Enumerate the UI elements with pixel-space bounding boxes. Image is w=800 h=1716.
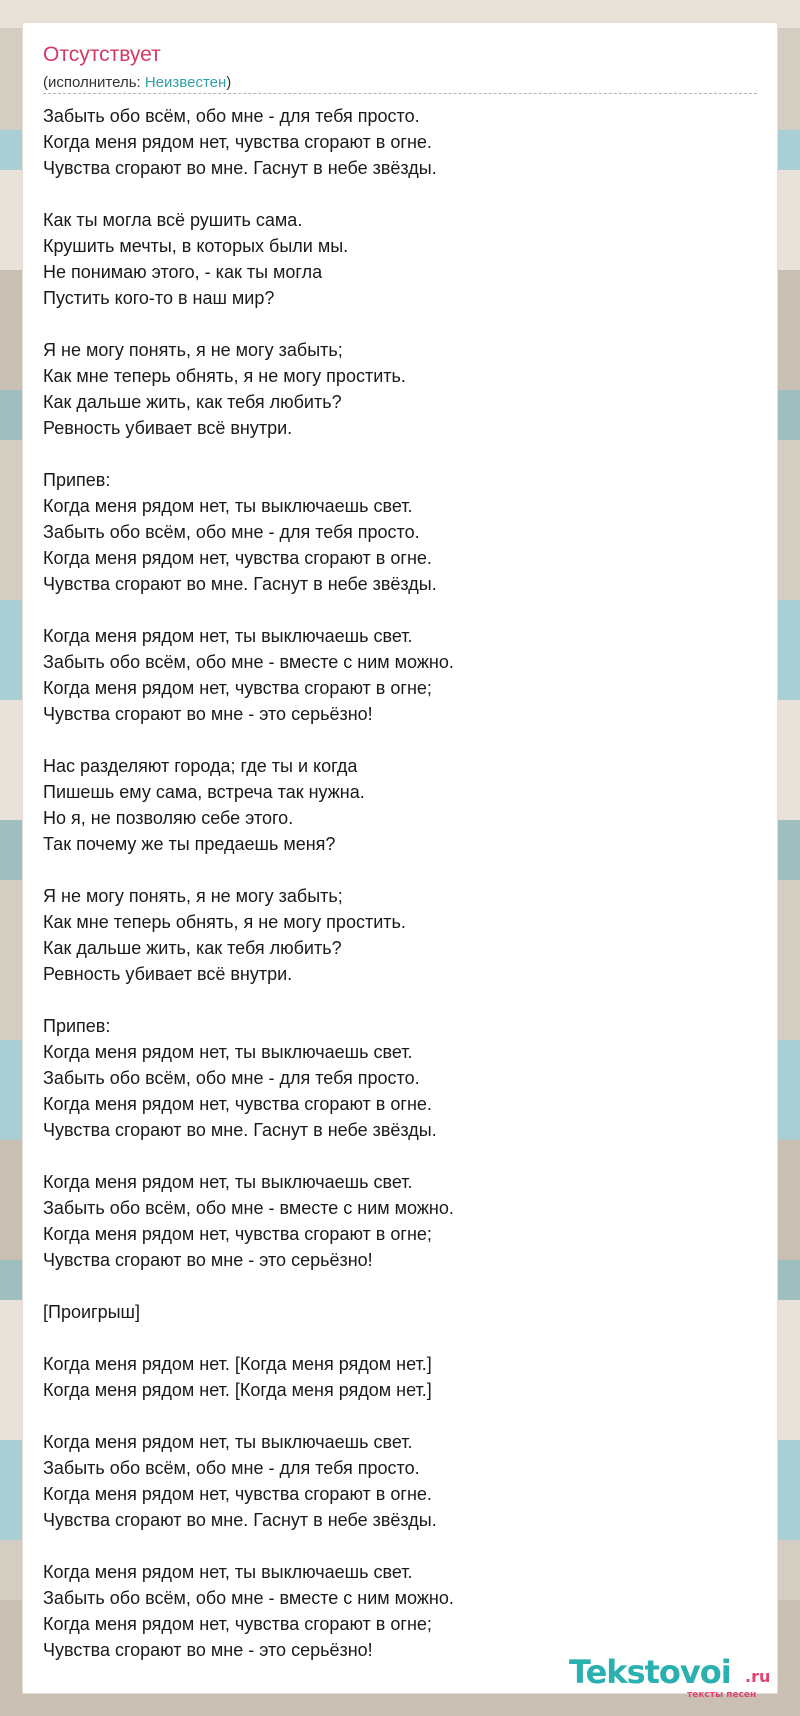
lyric-line: Чувства сгорают во мне. Гаснут в небе звёзды. — [43, 158, 437, 178]
stanza-gap — [43, 857, 757, 883]
lyric-line: Не понимаю этого, - как ты могла — [43, 262, 323, 282]
lyric-line: Когда меня рядом нет, чувства сгорают в огне. — [43, 132, 432, 152]
title-divider — [43, 93, 757, 94]
lyric-line: Чувства сгорают во мне - это серьёзно! — [43, 1640, 373, 1660]
lyric-line: Как мне теперь обнять, я не могу простить. — [43, 366, 406, 386]
stanza-gap — [43, 1325, 757, 1351]
stanza-gap — [43, 597, 757, 623]
lyric-line: Когда меня рядом нет, чувства сгорают в огне; — [43, 1224, 432, 1244]
artist-link[interactable]: Неизвестен — [144, 74, 227, 91]
lyric-line: Когда меня рядом нет, чувства сгорают в огне. — [43, 548, 432, 568]
lyric-line: Как дальше жить, как тебя любить? — [43, 392, 342, 412]
lyric-line: Когда меня рядом нет, ты выключаешь свет. — [43, 626, 413, 646]
lyric-line: Припев: — [43, 1016, 111, 1036]
lyric-line: Когда меня рядом нет, ты выключаешь свет. — [43, 1562, 413, 1582]
lyric-line: Когда меня рядом нет, ты выключаешь свет. — [43, 1172, 413, 1192]
lyric-line: Я не могу понять, я не могу забыть; — [43, 886, 343, 906]
logo-subtitle: тексты песен — [687, 1690, 757, 1700]
lyric-line: Чувства сгорают во мне. Гаснут в небе звёзды. — [43, 574, 437, 594]
lyric-line: Крушить мечты, в которых были мы. — [43, 236, 349, 256]
stanza-gap — [43, 1273, 757, 1299]
lyric-line: Но я, не позволяю себе этого. — [43, 808, 294, 828]
lyric-line: Забыть обо всём, обо мне - для тебя просто. — [43, 106, 420, 126]
artist-suffix: ) — [226, 74, 232, 91]
lyric-line: Когда меня рядом нет. [Когда меня рядом нет.] — [43, 1354, 432, 1374]
stanza-gap — [43, 727, 757, 753]
lyric-line: Забыть обо всём, обо мне - для тебя просто. — [43, 522, 420, 542]
lyric-line: Как ты могла всё рушить сама. — [43, 210, 303, 230]
site-logo[interactable] — [569, 1653, 779, 1705]
lyric-line: Припев: — [43, 470, 111, 490]
lyric-line: Когда меня рядом нет, ты выключаешь свет. — [43, 1042, 413, 1062]
logo-wordmark: Tekstovoi — [569, 1653, 731, 1691]
lyric-line: Когда меня рядом нет, ты выключаешь свет. — [43, 496, 413, 516]
lyric-line: Когда меня рядом нет, ты выключаешь свет. — [43, 1432, 413, 1452]
lyric-line: Забыть обо всём, обо мне - вместе с ним можно. — [43, 652, 454, 672]
lyric-line: Так почему же ты предаешь меня? — [43, 834, 336, 854]
stanza-gap — [43, 1143, 757, 1169]
lyric-line: Забыть обо всём, обо мне - для тебя просто. — [43, 1458, 420, 1478]
lyric-line: [Проигрыш] — [43, 1302, 140, 1322]
stanza-gap — [43, 1403, 757, 1429]
song-title: Отсутствует — [43, 43, 161, 66]
artist-prefix: (исполнитель: — [43, 74, 145, 91]
lyric-line: Когда меня рядом нет. [Когда меня рядом нет.] — [43, 1380, 432, 1400]
logo-domain: .ru — [745, 1667, 771, 1686]
lyric-line: Пишешь ему сама, встреча так нужна. — [43, 782, 365, 802]
lyric-line: Чувства сгорают во мне - это серьёзно! — [43, 704, 373, 724]
lyric-line: Когда меня рядом нет, чувства сгорают в огне; — [43, 678, 432, 698]
lyrics-body — [43, 103, 757, 1663]
lyric-line: Забыть обо всём, обо мне - вместе с ним можно. — [43, 1588, 454, 1608]
lyrics-card — [22, 22, 778, 1700]
lyric-line: Забыть обо всём, обо мне - вместе с ним можно. — [43, 1198, 454, 1218]
lyric-line: Забыть обо всём, обо мне - для тебя просто. — [43, 1068, 420, 1088]
lyric-line: Ревность убивает всё внутри. — [43, 964, 293, 984]
lyric-line: Чувства сгорают во мне. Гаснут в небе звёзды. — [43, 1120, 437, 1140]
lyric-line: Когда меня рядом нет, чувства сгорают в огне. — [43, 1094, 432, 1114]
lyric-line: Чувства сгорают во мне. Гаснут в небе звёзды. — [43, 1510, 437, 1530]
lyric-line: Когда меня рядом нет, чувства сгорают в огне. — [43, 1484, 432, 1504]
lyric-line: Ревность убивает всё внутри. — [43, 418, 293, 438]
stanza-gap — [43, 987, 757, 1013]
stanza-gap — [43, 181, 757, 207]
lyric-line: Я не могу понять, я не могу забыть; — [43, 340, 343, 360]
lyric-line: Когда меня рядом нет, чувства сгорают в огне; — [43, 1614, 432, 1634]
lyric-line: Пустить кого-то в наш мир? — [43, 288, 275, 308]
stanza-gap — [43, 1533, 757, 1559]
stanza-gap — [43, 311, 757, 337]
lyric-line: Чувства сгорают во мне - это серьёзно! — [43, 1250, 373, 1270]
stanza-gap — [43, 441, 757, 467]
lyric-line: Нас разделяют города; где ты и когда — [43, 756, 358, 776]
lyric-line: Как мне теперь обнять, я не могу простить. — [43, 912, 406, 932]
lyric-line: Как дальше жить, как тебя любить? — [43, 938, 342, 958]
artist-line — [43, 74, 231, 91]
